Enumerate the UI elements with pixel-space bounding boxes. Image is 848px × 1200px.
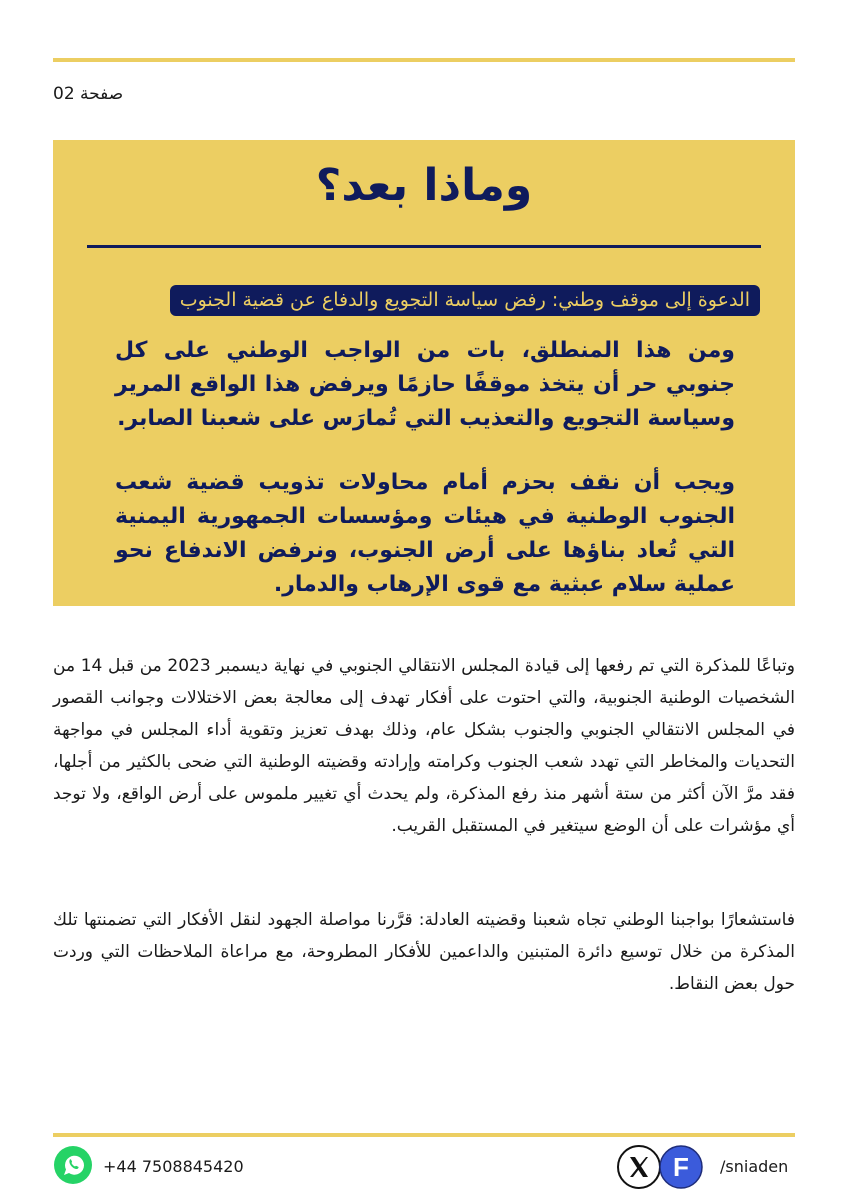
phone-number: +44 7508845420 (103, 1157, 244, 1176)
box-divider (87, 245, 761, 248)
x-icon[interactable] (617, 1145, 661, 1189)
page-label: صفحة 02 (53, 84, 124, 104)
svg-text:F: F (673, 1152, 689, 1182)
body-paragraph-2: فاستشعارًا بواجبنا الوطني تجاه شعبنا وقضيته العادلة: قرَّرنا مواصلة الجهود لنقل الأفكار التي تضمنتها تلك المذكرة من خلال توسيع دائرة المتبنين والداعمين للأفكار المطروحة، مع مراعاة الملاحظات التي وردت حول بعض النقاط. (53, 910, 795, 994)
box-subtitle: الدعوة إلى موقف وطني: رفض سياسة التجويع والدفاع عن قضية الجنوب (170, 285, 760, 316)
social-handle: /sniaden (720, 1157, 789, 1176)
facebook-icon[interactable] (659, 1145, 703, 1189)
bottom-rule (53, 1133, 795, 1137)
box-paragraph-2: ويجب أن نقف بحزم أمام محاولات تذويب قضية شعب الجنوب الوطنية في هيئات ومؤسسات الجمهورية اليمنية التي تُعاد بناؤها على أرض الجنوب، ونرفض الاندفاع نحو عملية سلام عبثية مع قوى الإرهاب والدمار. (115, 470, 735, 597)
box-paragraph-1: ومن هذا المنطلق، بات من الواجب الوطني على كل جنوبي حر أن يتخذ موقفًا حازمًا ويرفض هذا الواقع المرير وسياسة التجويع والتعذيب التي تُمارَس على شعبنا الصابر. (115, 338, 735, 431)
body-paragraph-1: وتباعًا للمذكرة التي تم رفعها إلى قيادة المجلس الانتقالي الجنوبي في نهاية ديسمبر 2023 من قبل 14 من الشخصيات الوطنية الجنوبية، والتي احتوت على أفكار تهدف إلى معالجة بعض الاختلالات وجوانب القصور في المجلس الانتقالي الجنوبي والجنوب بشكل عام، وذلك بهدف تعزيز وتقوية أداء المجلس في مواجهة التحديات والمخاطر التي تهدد شعب الجنوب وكرامته وإرادته وقضيته الوطنية التي ضحى بالكثير من أجلها، فقد مرَّ الآن أكثر من ستة أشهر منذ رفع المذكرة، ولم يحدث أي تغيير ملموس على أرض الواقع، ولا توجد أي مؤشرات على أن الوضع سيتغير في المستقبل القريب. (53, 656, 795, 836)
whatsapp-icon[interactable] (53, 1145, 93, 1185)
top-rule (53, 58, 795, 62)
box-title: وماذا بعد؟ (315, 160, 533, 211)
